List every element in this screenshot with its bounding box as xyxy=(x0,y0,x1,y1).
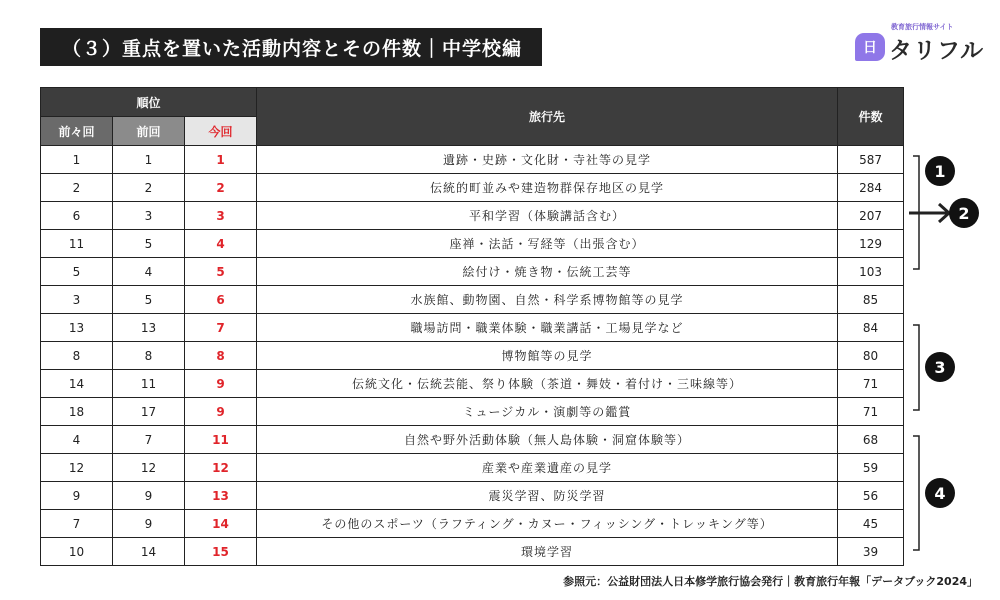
count-header: 件数 xyxy=(838,88,904,146)
current-rank: 4 xyxy=(185,230,257,258)
current-rank: 3 xyxy=(185,202,257,230)
prev-rank: 11 xyxy=(113,370,185,398)
bracket-group-4 xyxy=(913,436,919,550)
rank-header: 順位 xyxy=(41,88,257,117)
logo-name: タリフル xyxy=(889,38,985,64)
table-row xyxy=(41,202,904,230)
current-rank: 14 xyxy=(185,510,257,538)
current-rank: 11 xyxy=(185,426,257,454)
destination: 職場訪問・職業体験・職業講話・工場見学など xyxy=(257,314,838,342)
prev-prev-rank: 4 xyxy=(41,426,113,454)
table-row xyxy=(41,370,904,398)
prev-rank: 7 xyxy=(113,426,185,454)
table-row xyxy=(41,538,904,566)
logo-subtitle: 教育旅行情報サイト xyxy=(891,23,954,31)
prev-prev-rank: 5 xyxy=(41,258,113,286)
table-row xyxy=(41,230,904,258)
current-rank: 1 xyxy=(185,146,257,174)
table-row xyxy=(41,314,904,342)
prev-prev-rank: 12 xyxy=(41,454,113,482)
table-row xyxy=(41,482,904,510)
prev-header: 前回 xyxy=(113,117,185,146)
prev-prev-rank: 3 xyxy=(41,286,113,314)
group-3-badge: 3 xyxy=(925,352,955,382)
group-4-badge: 4 xyxy=(925,478,955,508)
prev-rank: 9 xyxy=(113,510,185,538)
current-rank: 2 xyxy=(185,174,257,202)
destination: 自然や野外活動体験（無人島体験・洞窟体験等） xyxy=(257,426,838,454)
prev-prev-header: 前々回 xyxy=(41,117,113,146)
count: 68 xyxy=(838,426,904,454)
page-title: （３）重点を置いた活動内容とその件数｜中学校編 xyxy=(40,28,542,66)
prev-prev-rank: 18 xyxy=(41,398,113,426)
prev-prev-rank: 9 xyxy=(41,482,113,510)
prev-prev-rank: 13 xyxy=(41,314,113,342)
prev-rank: 17 xyxy=(113,398,185,426)
destination: 伝統的町並みや建造物群保存地区の見学 xyxy=(257,174,838,202)
destination: ミュージカル・演劇等の鑑賞 xyxy=(257,398,838,426)
count: 71 xyxy=(838,398,904,426)
count: 84 xyxy=(838,314,904,342)
count: 284 xyxy=(838,174,904,202)
destination: 震災学習、防災学習 xyxy=(257,482,838,510)
count: 71 xyxy=(838,370,904,398)
prev-rank: 4 xyxy=(113,258,185,286)
destination: 平和学習（体験講話含む） xyxy=(257,202,838,230)
current-rank: 15 xyxy=(185,538,257,566)
destination: 環境学習 xyxy=(257,538,838,566)
prev-prev-rank: 6 xyxy=(41,202,113,230)
destination: 遺跡・史跡・文化財・寺社等の見学 xyxy=(257,146,838,174)
current-rank: 9 xyxy=(185,370,257,398)
prev-rank: 13 xyxy=(113,314,185,342)
prev-rank: 5 xyxy=(113,286,185,314)
count: 56 xyxy=(838,482,904,510)
tariful-logo[interactable] xyxy=(855,22,985,68)
prev-rank: 2 xyxy=(113,174,185,202)
ranking-table xyxy=(40,87,904,566)
prev-rank: 1 xyxy=(113,146,185,174)
prev-prev-rank: 11 xyxy=(41,230,113,258)
current-rank: 9 xyxy=(185,398,257,426)
prev-prev-rank: 1 xyxy=(41,146,113,174)
table-row xyxy=(41,258,904,286)
group-brackets xyxy=(905,140,995,570)
group-1-badge: 1 xyxy=(925,156,955,186)
count: 80 xyxy=(838,342,904,370)
destination: 産業や産業遺産の見学 xyxy=(257,454,838,482)
prev-rank: 14 xyxy=(113,538,185,566)
table-row xyxy=(41,510,904,538)
current-rank: 7 xyxy=(185,314,257,342)
count: 39 xyxy=(838,538,904,566)
count: 45 xyxy=(838,510,904,538)
destination: 絵付け・焼き物・伝統工芸等 xyxy=(257,258,838,286)
count: 587 xyxy=(838,146,904,174)
table-row xyxy=(41,146,904,174)
current-rank: 5 xyxy=(185,258,257,286)
prev-rank: 8 xyxy=(113,342,185,370)
count: 103 xyxy=(838,258,904,286)
table-row xyxy=(41,286,904,314)
bracket-group-3 xyxy=(913,325,919,410)
destination: 博物館等の見学 xyxy=(257,342,838,370)
table-row xyxy=(41,174,904,202)
destination: 伝統文化・伝統芸能、祭り体験（茶道・舞妓・着付け・三味線等） xyxy=(257,370,838,398)
prev-rank: 5 xyxy=(113,230,185,258)
prev-rank: 9 xyxy=(113,482,185,510)
current-rank: 8 xyxy=(185,342,257,370)
count: 59 xyxy=(838,454,904,482)
prev-prev-rank: 10 xyxy=(41,538,113,566)
prev-rank: 3 xyxy=(113,202,185,230)
table-row xyxy=(41,398,904,426)
current-header: 今回 xyxy=(185,117,257,146)
prev-rank: 12 xyxy=(113,454,185,482)
destination: 座禅・法話・写経等（出張含む） xyxy=(257,230,838,258)
count: 207 xyxy=(838,202,904,230)
destination: その他のスポーツ（ラフティング・カヌー・フィッシング・トレッキング等） xyxy=(257,510,838,538)
prev-prev-rank: 14 xyxy=(41,370,113,398)
prev-prev-rank: 7 xyxy=(41,510,113,538)
table-row xyxy=(41,426,904,454)
current-rank: 13 xyxy=(185,482,257,510)
group-2-badge: 2 xyxy=(949,198,979,228)
source-note: 参照元：公益財団法人日本修学旅行協会発行｜教育旅行年報「データブック2024」 xyxy=(563,575,978,588)
destination: 水族館、動物園、自然・科学系博物館等の見学 xyxy=(257,286,838,314)
count: 85 xyxy=(838,286,904,314)
table-row xyxy=(41,454,904,482)
current-rank: 6 xyxy=(185,286,257,314)
current-rank: 12 xyxy=(185,454,257,482)
destination-header: 旅行先 xyxy=(257,88,838,146)
prev-prev-rank: 2 xyxy=(41,174,113,202)
count: 129 xyxy=(838,230,904,258)
prev-prev-rank: 8 xyxy=(41,342,113,370)
table-row xyxy=(41,342,904,370)
logo-badge-icon: 日 xyxy=(855,33,885,61)
